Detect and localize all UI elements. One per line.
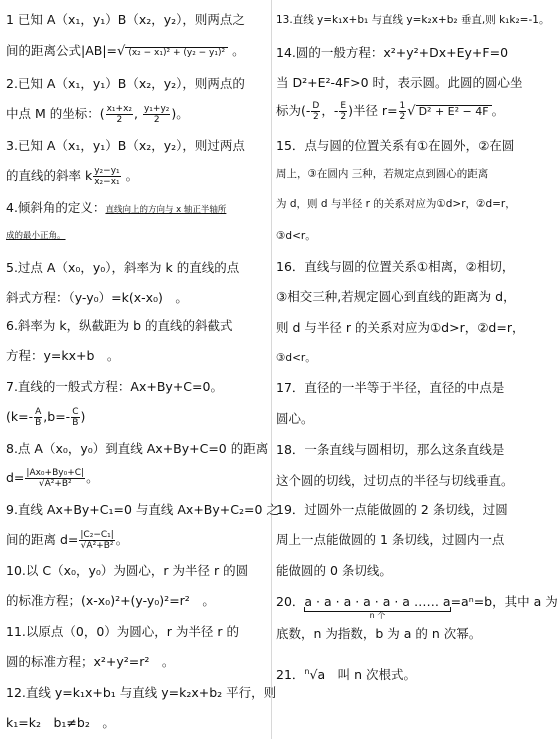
parallel-distance-fraction [79,530,114,551]
item-3-line-1: 3.已知 A（x₁，y₁）B（x₂，y₂），则过两点 [6,138,245,153]
center-y-fraction [339,101,347,122]
item-16-line-1: 16．直线与圆的位置关系①相离，②相切， [276,259,515,274]
radius-radicand: D² + E² − 4F [416,105,492,117]
item-9-prefix: 间的距离 d= [6,532,79,547]
item-16-line-3: 则 d 与半径 r 的关系对应为①d>r，②d=r， [276,320,525,335]
item-19-line-3: 能做圆的 0 条切线。 [276,563,392,578]
item-20-line-2: 底数，n 为指数，b 为 a 的 n 次幂。 [276,626,482,641]
underbrace-label: n 个 [369,611,386,620]
numerator: C [72,407,79,417]
item-16-line-2: ③相交三种,若规定圆心到直线的距离为 d， [276,289,516,304]
item-20-number: 20． [276,594,305,609]
half-fraction [399,101,407,122]
item-17-line-2: 圆心。 [276,411,314,426]
sqrt-sign: √ [117,44,126,59]
item-15-line-3: 为 d，则 d 与半径 r 的关系对应为①d>r，②d=r， [276,198,516,210]
item-20-line-1 [276,592,558,620]
b-fraction [71,407,79,428]
numerator: y₁+y₂ [143,104,170,114]
item-3-line-2 [6,166,138,187]
item-7-line-1: 7.直线的一般式方程：Ax+By+C=0。 [6,379,223,394]
sqrt-sign: √ [407,104,416,119]
midpoint-y-fraction [143,104,170,125]
item-14-suffix: 。 [491,103,505,118]
denominator: 2 [116,115,123,125]
item-1-line-2 [6,41,245,62]
item-19-line-1: 19．过圆外一点能做圆的 2 条切线，过圆 [276,502,508,517]
item-8-prefix: d= [6,470,25,485]
numerator: A [35,407,42,417]
item-12-line-2: k₁=k₂ b₁≠b₂ 。 [6,715,115,730]
item-15-line-2: 周上，③在圆内 三种，若规定点到圆心的距离 [276,168,489,180]
item-19-line-2: 周上一点能做圆的 1 条切线，过圆内一点 [276,532,505,547]
item-6-line-1: 6.斜率为 k，纵截距为 b 的直线的斜截式 [6,318,233,333]
item-14-line-2: 当 D²+E²-4F>0 时，表示圆。此圆的圆心坐 [276,75,523,90]
item-4-line-2: 成的最小正角。 [6,231,66,241]
item-10-line-1: 10.以 C（x₀，y₀）为圆心，r 为半径 r 的圆 [6,563,249,578]
product-expression: a · a · a · a · a · a …… a [304,594,451,609]
nth-root: √a [309,667,326,682]
item-21-number: 21． [276,667,305,682]
k-fraction [34,407,42,428]
denominator: 2 [153,115,160,125]
slope-fraction [93,166,120,187]
item-12-line-1: 12.直线 y=k₁x+b₁ 与直线 y=k₂x+b₂ 平行，则 [6,685,277,700]
distance-radicand: (x₂ − x₁)² + (y₂ − y₁)² [125,47,228,59]
column-divider [271,0,272,739]
item-2-suffix: )。 [171,106,189,121]
item-9-line-1: 9.直线 Ax+By+C₁=0 与直线 Ax+By+C₂=0 之 [6,502,279,517]
item-20-suffix: =aⁿ=b，其中 a 为 [450,594,558,609]
item-5-line-1: 5.过点 A（x₀，y₀），斜率为 k 的直线的点 [6,260,240,275]
denominator: √A²+B² [38,479,72,489]
item-9-suffix: 。 [115,532,129,547]
denominator: 2 [312,112,319,122]
numerator: y₂−y₁ [94,166,120,176]
item-3-suffix: 。 [125,168,139,183]
denominator: 2 [399,112,406,122]
item-18-line-1: 18．一条直线与圆相切，那么这条直线是 [276,442,505,457]
item-15-line-1: 15．点与圆的位置关系有①在圆外，②在圆 [276,138,515,153]
item-7-prefix: (k=- [6,409,34,424]
numerator: |Ax₀+By₀+C| [26,468,85,478]
item-13-line-1: 13.直线 y=k₁x+b₁ 与直线 y=k₂x+b₂ 垂直,则 k₁k₂=-1。 [276,14,550,26]
item-11-line-1: 11.以原点（0，0）为圆心，r 为半径 r 的 [6,624,239,639]
item-7-line-2 [6,407,85,428]
numerator: 1 [399,101,406,111]
item-1-prefix: 间的距离公式|AB|= [6,43,118,58]
item-7-suffix: ) [80,409,86,424]
item-1-suffix: 。 [232,43,245,58]
denominator: B [35,418,42,428]
item-4-label: 4.倾斜角的定义： [6,200,106,215]
item-4-definition: 直线向上的方向与 x 轴正半轴所 [105,205,227,215]
item-14-line-3 [276,101,504,122]
numerator: E [340,101,347,111]
midpoint-x-fraction [106,104,133,125]
item-21-line-1 [276,665,416,685]
item-8-suffix: 。 [86,470,99,485]
denominator: √A²+B² [80,541,114,551]
item-18-line-2: 这个圆的切线，过切点的半径与切线垂直。 [276,473,514,488]
point-line-distance-fraction [25,468,85,489]
denominator: B [72,418,79,428]
item-1-line-1: 1 已知 A（x₁，y₁）B（x₂，y₂），则两点之 [6,12,245,27]
center-x-fraction [311,101,320,122]
item-16-line-4: ③d<r。 [276,352,316,364]
numerator: |C₂−C₁| [80,530,114,540]
item-14-line-1: 14.圆的一般方程：x²+y²+Dx+Ey+F=0 [276,45,509,60]
root-index: n [304,666,310,676]
repeated-product [304,592,451,620]
item-4-line-1 [6,198,226,220]
item-6-line-2: 方程：y=kx+b 。 [6,348,120,363]
item-7-mid: ,b=- [43,409,71,424]
item-14-prefix: 标为(- [276,103,311,118]
item-17-line-1: 17．直径的一半等于半径，直径的中点是 [276,380,505,395]
item-14-mid-1: ，- [321,103,339,118]
item-21-suffix: 叫 n 次根式。 [325,667,416,682]
item-2-line-2: 中点 M 的坐标：( $\frac{\text{x₁+x₂}}{2}$ , $\frac{\text{y₁+y₂}}{2}$ )。 [6,104,189,125]
item-8-line-2 [6,468,99,489]
item-11-line-2: 圆的标准方程；x²+y²=r² 。 [6,654,175,669]
numerator: D [312,101,320,111]
item-2-line-1: 2.已知 A（x₁，y₁）B（x₂，y₂），则两点的 [6,76,245,91]
denominator: x₂−x₁ [94,177,120,187]
item-8-line-1: 8.点 A（x₀，y₀）到直线 Ax+By+C=0 的距离 [6,441,269,456]
item-9-line-2 [6,530,128,551]
numerator: x₁+x₂ [106,104,133,114]
item-15-line-4: ③d<r。 [276,230,316,242]
item-2-prefix: 中点 M 的坐标：( [6,106,105,121]
item-14-mid-2: )半径 r= [348,103,398,118]
item-5-line-2: 斜式方程：（y-y₀）=k(x-x₀) 。 [6,290,188,305]
denominator: 2 [340,112,347,122]
item-10-line-2: 的标准方程；(x-x₀)²+(y-y₀)²=r² 。 [6,593,215,608]
item-3-prefix: 的直线的斜率 k [6,168,93,183]
